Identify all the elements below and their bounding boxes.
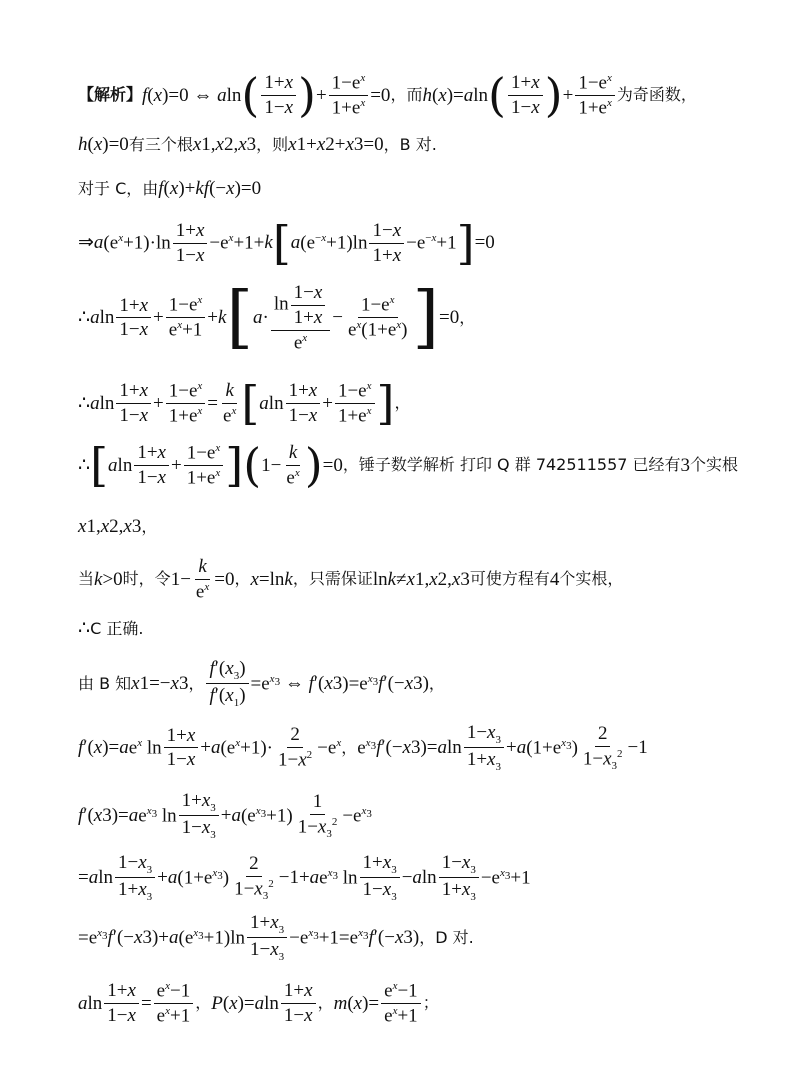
line-14: = a ln $\frac{1-x_3}{1+x_3}$ + a $(1+e^{x_3})$ $\frac{2}{1-x_3^2}$ −1+ a $e^{x_3}$ ln $\frac{1+x_3}{1-x_3}$ − a ln $\frac{1-x_3}{1+x_3}$ $-e^{x_3}+1$	[78, 852, 531, 904]
line-16: a ln $\frac{1+x}{1-x}$ = $\frac{e^x-1}{e^x+1}$ ， P ( x )= a ln $\frac{1+x}{1-x}$ ， m ( x )= $\frac{e^x-1}{e^x+1}$ ；	[78, 980, 439, 1027]
line-9: 当 k >0 时，令 1− $\frac{k}{e^x}$ =0 ， x =ln k ，只需保证 ln k ≠ x 1 , x 2 , x 3 可使方程有 4 个实根，	[78, 556, 624, 603]
line-3: 对于 C，由 f ( x )+ kf (− x )=0	[78, 178, 262, 199]
line-7: ∴ [ a ln $\frac{1+x}{1-x}$ + $\frac{1-e^x}{1+e^x}$ ] ( 1− $\frac{k}{e^x}$ ) =0 ，锤子数学解析 打印 Q 群 742511557 已经有 3 个实根	[78, 437, 739, 492]
line-2: h ( x )=0 有三个根 x 1 , x 2 , x 3 ，则 x 1 + x 2 + x 3 =0 ，B 对.	[78, 134, 437, 155]
line-5: ∴ a ln $\frac{1+x}{1-x}$ + $\frac{1-e^x}{e^x+1}$ + k [ a · ln $\frac{1-x}{1+x}$ $e^x$ − $\frac{1-e^x}{e^x(1+e^x)}$ ] =0 ，	[78, 278, 476, 358]
line-11: 由 B 知 x 1 =− x 3 ， $\frac{f'(x_3)}{f'(x_1)}$ $=e^{x_3}$ ⇔ f ′( x 3 )$=e^{x_3}$ f ′(− x 3 ) ，	[78, 658, 445, 710]
line-1: 【解析】 f ( x )=0 ⇔ a ln ( $\frac{1+x}{1-x}$ ) + $\frac{1-e^x}{1+e^x}$ =0 ，而 h ( x )= a ln ( $\frac{1+x}{1-x}$ ) + $\frac{1-e^x}{1+e^x}$ 为奇函数，	[78, 67, 697, 122]
line-4: ⇒ a $(e^x+1)\cdot\ln$ $\frac{1+x}{1-x}$ $-e^x+1+$ k [ a $(e^{-x}+1)\ln$ $\frac{1-x}{1+x}$ $-e^{-x}+1$ ] =0	[78, 215, 495, 270]
line-15: $=e^{x_3}$ f ′(− x 3 )+ a $(e^{x_3}+1)\ln$ $\frac{1+x_3}{1-x_3}$ $-e^{x_3}+1=e^{x_3}$ f ′(− x 3 ) ，D 对.	[78, 912, 474, 964]
line-10: ∴ C 正确.	[78, 618, 144, 639]
line-6: ∴ a ln $\frac{1+x}{1-x}$ + $\frac{1-e^x}{1+e^x}$ = $\frac{k}{e^x}$ [ a ln $\frac{1+x}{1-x}$ + $\frac{1-e^x}{1+e^x}$ ] ，	[78, 375, 411, 430]
analysis-label: 【解析】	[78, 85, 143, 105]
line-13: f ′( x 3 )= a $e^{x_3}$ ln $\frac{1+x_3}{1-x_3}$ + a $(e^{x_3}+1)$ $\frac{1}{1-x_3^2}$ $-e^{x_3}$	[78, 790, 372, 842]
line-12: f ′( x )= a $e^x$ ln $\frac{1+x}{1-x}$ + a $(e^x+1)\cdot$ $\frac{2}{1-x^2}$ $-e^x$ ， $e^{x_3}$ f ′(− x 3 )= a ln $\frac{1-x_3}{1+x_3}$ + a $(1+e^{x_3})$ $\frac{2}{1-x_3^2}$ −1	[78, 722, 648, 774]
line-8: x 1 , x 2 , x 3 ，	[78, 516, 158, 537]
